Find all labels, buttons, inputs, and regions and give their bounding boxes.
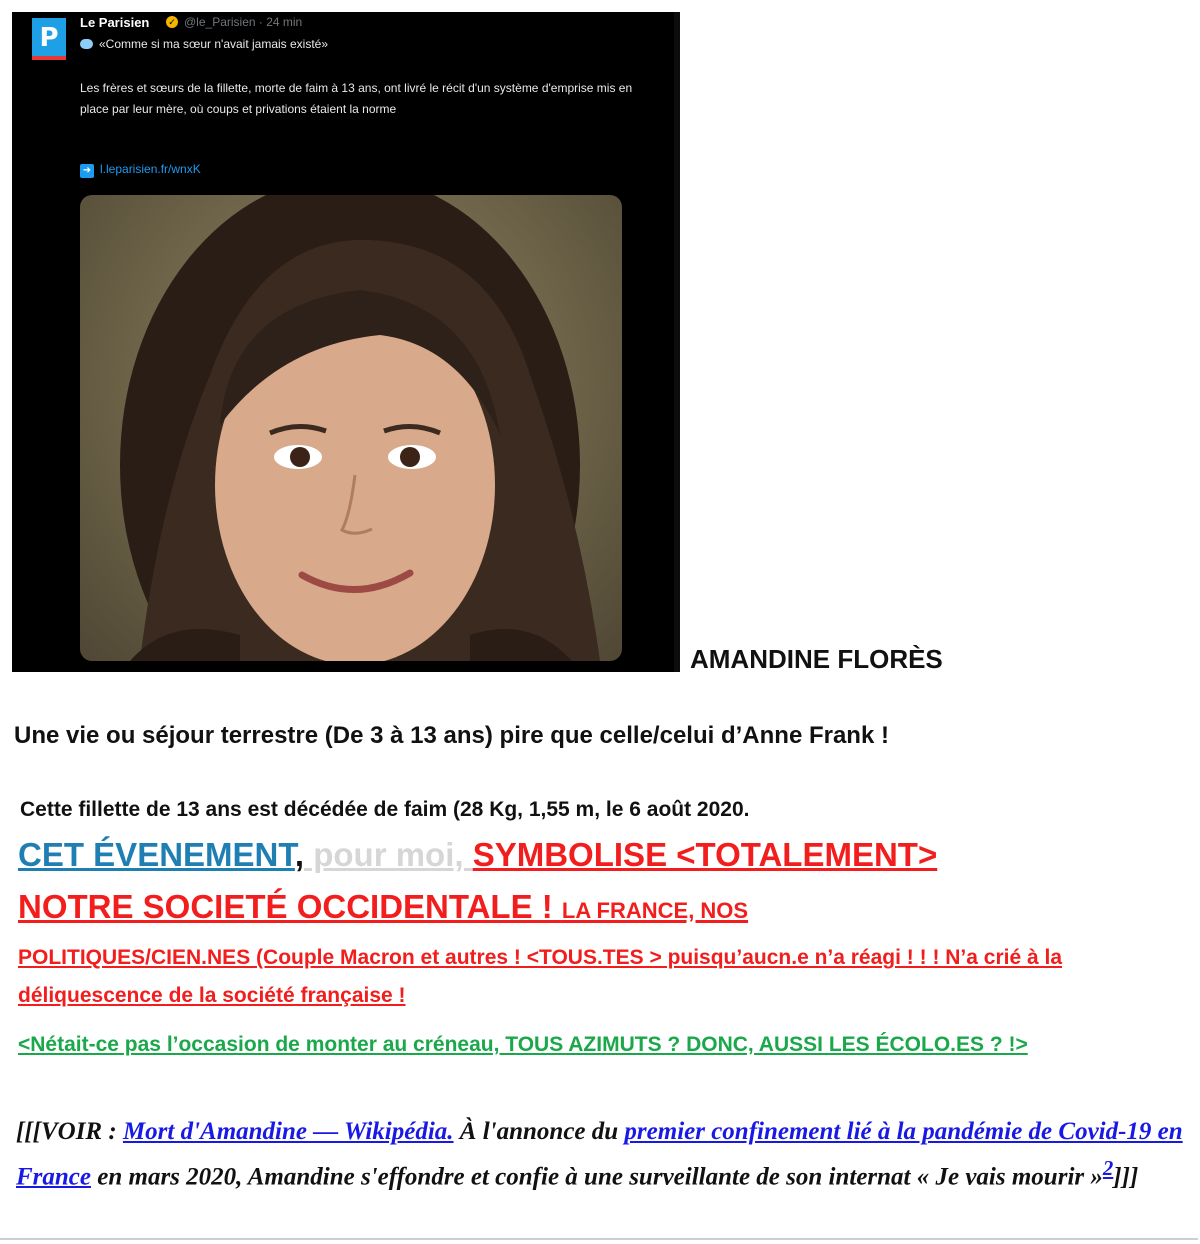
- logo-stripe: [32, 56, 66, 60]
- tweet-body: Les frères et sœurs de la fillette, morte de faim à 13 ans, ont livré le récit d'un système d'emprise mis en place par leur mère, où coups et privations étaient la norme: [80, 81, 633, 116]
- tweet-handle-time[interactable]: @le_Parisien · 24 min: [184, 15, 303, 29]
- footnote-link[interactable]: 2: [1102, 1156, 1114, 1180]
- politics-paragraph: POLITIQUES/CIEN.NES (Couple Macron et autres ! <TOUS.TES > puisqu’aucn.e n’a réagi ! ! ! N’a crié à la déliquescence de la société française !: [18, 946, 1063, 1007]
- green-paragraph: <Nétait-ce pas l’occasion de monter au créneau, TOUS AZIMUTS ? DONC, AUSSI LES ÉCOLO.ES ? !>: [18, 1033, 1028, 1056]
- headline-comma: ,: [294, 836, 305, 873]
- voir-rest: en mars 2020, Amandine s'effondre et confie à une surveillante de son internat « Je vais mourir »: [91, 1163, 1103, 1191]
- tweet-link[interactable]: [80, 162, 201, 178]
- voir-mid: À l'annonce du: [453, 1118, 625, 1145]
- arrow-right-icon: ➜: [80, 164, 94, 178]
- person-name: AMANDINE FLORÈS: [690, 644, 943, 674]
- portrait-photo[interactable]: [80, 195, 622, 661]
- tweet-link-text[interactable]: l.leparisien.fr/wnxK: [100, 162, 201, 176]
- speech-bubble-icon: [80, 39, 93, 49]
- headline-line-2: [18, 888, 748, 926]
- headline-society: NOTRE SOCIETÉ OCCIDENTALE !: [18, 888, 562, 925]
- voir-prefix: [[[VOIR :: [16, 1118, 123, 1145]
- portrait-illustration: [80, 195, 622, 661]
- fact-line: Cette fillette de 13 ans est décédée de faim (28 Kg, 1,55 m, le 6 août 2020.: [20, 798, 750, 821]
- headline-event: CET ÉVENEMENT: [18, 836, 295, 873]
- wikipedia-link[interactable]: Mort d'Amandine — Wikipédia.: [122, 1118, 454, 1145]
- tweet-account-name[interactable]: Le Parisien: [80, 15, 150, 30]
- tweet-quote-text: «Comme si ma sœur n'avait jamais existé»: [99, 37, 329, 51]
- voir-end: ]]]: [1113, 1163, 1139, 1191]
- le-parisien-logo: P: [32, 18, 66, 58]
- tweet-quote: [80, 37, 328, 51]
- reference-paragraph: [16, 1114, 1186, 1195]
- tweet-screenshot: [12, 12, 680, 672]
- headline-line-1: [18, 836, 937, 874]
- tweet-edge: [674, 12, 680, 672]
- headline-symbolise: SYMBOLISE <TOTALEMENT>: [472, 836, 938, 873]
- subtitle: Une vie ou séjour terrestre (De 3 à 13 ans) pire que celle/celui d’Anne Frank !: [14, 722, 889, 749]
- verified-badge-icon: ✓: [166, 16, 178, 28]
- headline-france: LA FRANCE, NOS: [561, 898, 749, 923]
- confinement-link[interactable]: premier confinement lié à la pandémie de Covid-19 en France: [16, 1118, 1183, 1191]
- headline-grey: pour moi,: [304, 836, 473, 873]
